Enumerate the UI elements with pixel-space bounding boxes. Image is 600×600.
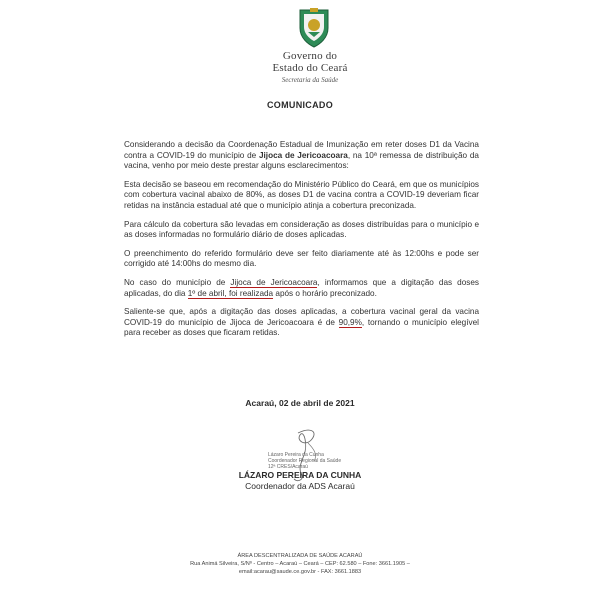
footer-line2: Rua Animá Silveira, S/Nº - Centro – Acaraú – Ceará – CEP: 62.580 – Fone: 3661.1905 –: [190, 561, 410, 567]
paragraph-3: Para cálculo da cobertura são levadas em consideração as doses distribuídas para o município e as doses informadas no formulário diário de doses aplicadas.: [124, 219, 479, 240]
signer-name: LÁZARO PEREIRA DA CUNHA: [238, 470, 362, 480]
stamp-line1: Lázaro Pereira da Cunha: [268, 452, 324, 458]
footer-line3: email:acarau@saude.ce.gov.br - FAX: 3661.1883: [238, 569, 362, 575]
stamp-line3: 12ª CRES/Acaraú: [268, 464, 308, 470]
letterhead-line3: Secretaria da Saúde: [281, 76, 339, 84]
document-body: [124, 140, 479, 347]
p5-text-a: No caso do município de: [124, 277, 231, 287]
signer-role: Coordenador da ADS Acaraú: [245, 481, 355, 491]
p6-text-c: , tornando o município elegível para receber as doses que ficaram retidas.: [124, 317, 479, 338]
p1-text-c: , na 10ª remessa de distribuição da vacina, venho por meio deste prestar alguns esclarecimentos:: [124, 150, 479, 171]
stamp-line2: Coordenador Regional da Saúde: [268, 458, 342, 464]
document-title: COMUNICADO: [267, 100, 333, 110]
p5-text-e: após o horário preconizado.: [273, 288, 377, 298]
paragraph-5: [124, 278, 479, 299]
footer-line1: ÁREA DESCENTRALIZADA DE SAÚDE ACARAÚ: [237, 553, 363, 559]
letterhead-line1: Governo do: [282, 50, 338, 62]
signer-block: [0, 470, 600, 492]
p1-text-a: Considerando a decisão da Coordenação Estadual de Imunização em reter doses D1 da Vacina contra a COVID-19 do município de: [124, 140, 479, 160]
p5-text-c: , informamos que a digitação das doses aplicadas, do dia: [124, 277, 480, 298]
paragraph-4: O preenchimento do referido formulário deve ser feito diariamente até às 12:00hs e pode ser corrigido até 14:00hs do mesmo dia.: [124, 248, 479, 269]
p5-municipality-underlined: Jijoca de Jericoacoara: [230, 277, 318, 287]
p1-municipality: Jijoca de Jericoacoara: [258, 150, 348, 160]
paragraph-1: [124, 140, 479, 172]
p6-text-a: Saliente-se que, após a digitação das doses aplicadas, a cobertura vacinal geral da vacina COVID-19 do município de Jijoca de Jericoacoara é de: [124, 307, 479, 327]
paragraph-6: [124, 307, 479, 339]
p5-date-underlined: 1º de abril, foi realizada: [187, 288, 274, 298]
paragraph-2: Esta decisão se baseou em recomendação do Ministério Público do Ceará, em que os municípios com cobertura vacinal abaixo de 80%, as doses D1 de vacina contra a COVID-19 deveriam ficar retidas na instância estadual até que o município atinja a cobertura preconizada.: [124, 179, 479, 210]
state-coat-of-arms-icon: [296, 6, 332, 48]
letterhead: [240, 50, 380, 86]
p6-coverage-underlined: 90,9%: [338, 317, 362, 327]
document-date: Acaraú, 02 de abril de 2021: [245, 398, 355, 408]
letterhead-line2: Estado do Ceará: [272, 62, 348, 74]
official-stamp: [268, 452, 358, 470]
footer: [0, 552, 600, 576]
